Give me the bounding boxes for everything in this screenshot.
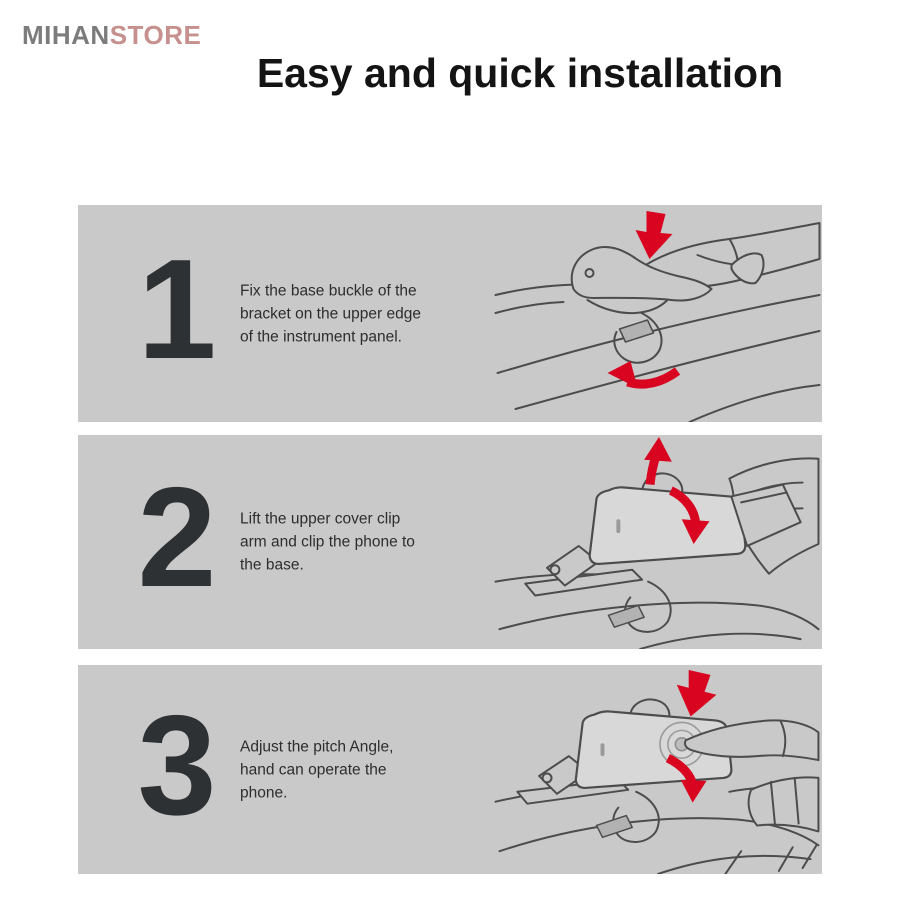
step-2-panel xyxy=(78,435,822,649)
step-2-line-1: Lift the upper cover clip xyxy=(240,510,401,528)
step-2-illustration xyxy=(490,435,822,649)
step-2-line-3: the base. xyxy=(240,556,304,574)
step-1-number: 1 xyxy=(137,229,217,389)
phone-speaker xyxy=(616,519,620,533)
store-logo xyxy=(22,20,201,51)
step-3-description xyxy=(240,735,393,804)
step-2-number: 2 xyxy=(137,458,217,617)
step-3-line-2: hand can operate the xyxy=(240,761,387,778)
step-3-line-3: phone. xyxy=(240,784,288,801)
step-1-description xyxy=(240,279,421,348)
step-3-panel xyxy=(78,665,822,874)
phone-speaker xyxy=(601,743,605,756)
page-title: Easy and quick installation xyxy=(256,50,784,96)
step-1-line-2: bracket on the upper edge xyxy=(240,305,421,322)
step-2-description xyxy=(240,508,415,577)
step-1-panel xyxy=(78,205,822,422)
finger-operating-drawing xyxy=(490,665,822,874)
step-1-line-1: Fix the base buckle of the xyxy=(240,282,417,299)
wrist-sleeve xyxy=(749,777,819,831)
step-1-line-3: of the instrument panel. xyxy=(240,328,402,345)
logo-part-mihan: MIHAN xyxy=(22,20,110,50)
clip-on-dashboard-drawing xyxy=(489,205,822,422)
red-press-down-arrow-icon xyxy=(677,670,717,717)
phone-clipping-drawing xyxy=(490,435,822,649)
step-1-illustration xyxy=(489,205,822,422)
logo-part-store: STORE xyxy=(109,20,202,50)
step-2-line-2: arm and clip the phone to xyxy=(240,533,415,551)
step-3-number: 3 xyxy=(137,685,217,845)
red-press-down-arrow-icon xyxy=(636,211,673,259)
step-3-illustration xyxy=(490,665,822,874)
step-3-line-1: Adjust the pitch Angle, xyxy=(240,738,394,755)
